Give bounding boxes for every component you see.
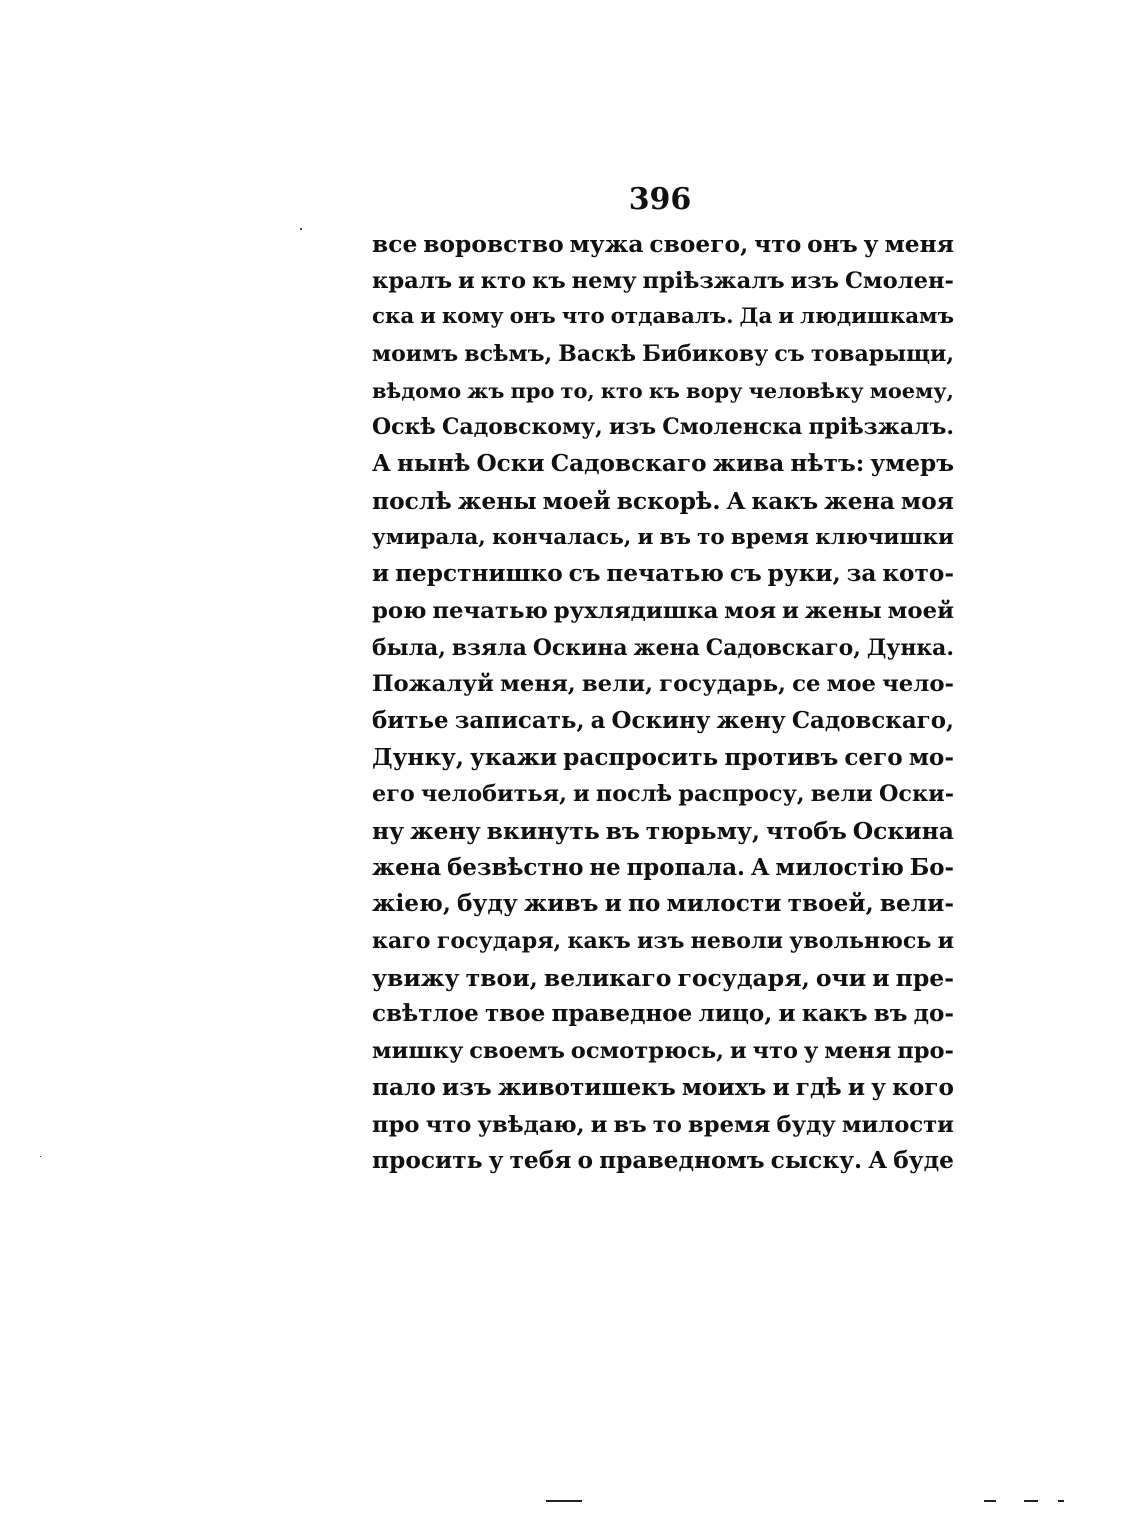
text-line: Оскѣ Садовскому, изъ Смоленска прiѣзжалъ. (372, 414, 954, 441)
text-line: свѣтлое твое праведное лицо, и какъ въ до- (372, 1000, 954, 1028)
scan-speck (300, 228, 302, 230)
text-line: битье записать, а Оскину жену Садовскаго, (372, 706, 954, 734)
text-line: кралъ и кто къ нему прiѣзжалъ изъ Смолен- (372, 267, 954, 294)
text-line: и перстнишко съ печатью съ руки, за кото- (372, 560, 954, 588)
text-line: все воровство мужа своего, что онъ у меня (372, 230, 954, 258)
scan-speck (40, 1156, 41, 1157)
text-line: ну жену вкинуть въ тюрьму, чтобъ Оскина (372, 817, 954, 845)
text-line: его челобитья, и послѣ распросу, вели Оски- (372, 781, 954, 808)
text-line: каго государя, какъ изъ неволи увольнюсь и (372, 928, 954, 955)
body-text (372, 226, 954, 1180)
text-line: жiею, буду живъ и по милости твоей, вели- (372, 890, 954, 918)
text-line: Дунку, укажи распросить противъ сего мо- (372, 743, 954, 771)
text-line: ска и кому онъ что отдавалъ. Да и людишкамъ (372, 304, 954, 330)
scan-footer-mark (984, 1500, 996, 1502)
scan-footer-mark (546, 1500, 582, 1502)
text-line: вѣдомо жъ про то, кто къ вору человѣку моему, (372, 377, 954, 403)
text-line: Пожалуй меня, вели, государь, се мое чело- (372, 671, 954, 698)
scan-footer-mark (1058, 1500, 1064, 1502)
text-line: рою печатью рухлядишка моя и жены моей (372, 597, 954, 624)
text-line: мишку своемъ осмотрюсь, и что у меня про- (372, 1038, 954, 1065)
text-line: послѣ жены моей вскорѣ. А какъ жена моя (372, 486, 954, 515)
text-line: про что увѣдаю, и въ то время буду милости (372, 1111, 954, 1138)
text-line: умирала, кончалась, и въ то время ключишки (372, 524, 954, 550)
text-line: А нынѣ Оски Садовскаго жива нѣтъ: умеръ (372, 450, 954, 478)
text-line: просить у тебя о праведномъ сыску. А буде (372, 1147, 954, 1175)
page-number: 396 (628, 182, 692, 217)
text-line: была, взяла Оскина жена Садовскаго, Дунка. (372, 634, 954, 661)
scan-footer-mark (1024, 1500, 1038, 1502)
text-line: увижу твои, великаго государя, очи и пре- (372, 963, 954, 992)
text-line: жена безвѣстно не пропала. А милостiю Бо- (372, 854, 954, 881)
text-line: пало изъ животишекъ моихъ и гдѣ и у кого (372, 1073, 954, 1101)
text-line: моимъ всѣмъ, Васкѣ Бибикову съ товарыщи, (372, 341, 954, 368)
